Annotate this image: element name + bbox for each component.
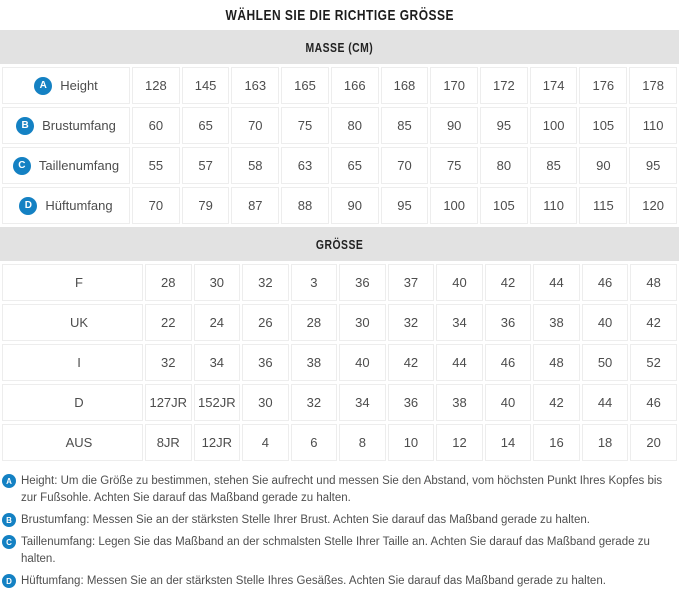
row-label: F: [75, 275, 83, 290]
value-cell: 80: [480, 147, 528, 184]
row-label-inner: [75, 275, 83, 290]
value-cell: 100: [530, 107, 578, 144]
value-cell: 95: [629, 147, 677, 184]
table-row: [2, 187, 677, 224]
sizes-table-body: [2, 264, 677, 461]
value-cell: 38: [291, 344, 338, 381]
note-line: [2, 512, 675, 529]
page-title: WÄHLEN SIE DIE RICHTIGE GRÖSSE: [225, 6, 454, 24]
value-cell: 42: [630, 304, 677, 341]
value-cell: 8: [339, 424, 386, 461]
value-cell: 75: [430, 147, 478, 184]
row-label: Brustumfang: [42, 118, 116, 134]
table-row: [2, 264, 677, 301]
row-label-inner: [13, 157, 119, 175]
value-cell: 34: [194, 344, 241, 381]
a-marker-icon: A: [34, 77, 52, 95]
a-marker-icon: A: [2, 474, 16, 488]
value-cell: 40: [339, 344, 386, 381]
value-cell: 176: [579, 67, 627, 104]
table-row: [2, 107, 677, 144]
row-label: UK: [69, 315, 89, 330]
value-cell: 6: [291, 424, 338, 461]
section-header-sizes-label: GRÖSSE: [315, 236, 364, 252]
value-cell: 52: [630, 344, 677, 381]
value-cell: 36: [485, 304, 532, 341]
value-cell: 8JR: [145, 424, 192, 461]
row-label-inner: [34, 77, 98, 95]
value-cell: 63: [281, 147, 329, 184]
value-cell: 48: [630, 264, 677, 301]
value-cell: 79: [182, 187, 230, 224]
row-label-cell: [2, 384, 143, 421]
row-label-inner: [70, 315, 88, 330]
value-cell: 10: [388, 424, 435, 461]
value-cell: 105: [480, 187, 528, 224]
c-marker-icon: C: [2, 535, 16, 549]
value-cell: 32: [291, 384, 338, 421]
value-cell: 60: [132, 107, 180, 144]
value-cell: 110: [629, 107, 677, 144]
value-cell: 42: [388, 344, 435, 381]
value-cell: 65: [182, 107, 230, 144]
value-cell: 165: [281, 67, 329, 104]
d-marker-icon: D: [2, 574, 16, 588]
value-cell: 172: [480, 67, 528, 104]
value-cell: 14: [485, 424, 532, 461]
sizes-table: [0, 261, 679, 464]
value-cell: 46: [582, 264, 629, 301]
value-cell: 57: [182, 147, 230, 184]
row-label-cell: [2, 147, 130, 184]
value-cell: 42: [533, 384, 580, 421]
row-label: I: [77, 355, 81, 370]
row-label-cell: [2, 107, 130, 144]
row-label: D: [74, 395, 84, 410]
value-cell: 44: [582, 384, 629, 421]
row-label-cell: [2, 304, 143, 341]
value-cell: 30: [339, 304, 386, 341]
table-row: [2, 67, 677, 104]
value-cell: 70: [381, 147, 429, 184]
value-cell: 110: [530, 187, 578, 224]
value-cell: 22: [145, 304, 192, 341]
row-label: Taillenumfang: [38, 158, 120, 174]
table-row: [2, 384, 677, 421]
value-cell: 34: [339, 384, 386, 421]
value-cell: 145: [182, 67, 230, 104]
value-cell: 40: [485, 384, 532, 421]
table-row: [2, 147, 677, 184]
note-text: Taillenumfang: Legen Sie das Maßband an der schmalsten Stelle Ihrer Taille an. Achten Sie darauf das Maßband gerade zu halten.: [21, 536, 650, 565]
value-cell: 28: [145, 264, 192, 301]
row-label-inner: [16, 117, 116, 135]
note-text: Height: Um die Größe zu bestimmen, stehen Sie aufrecht und messen Sie den Abstand, vom höchsten Punkt Ihres Kopfes bis zur Fußsohle. Achten Sie darauf das Maßband gerade zu halten.: [21, 475, 663, 504]
row-label-cell: [2, 424, 143, 461]
value-cell: 32: [145, 344, 192, 381]
value-cell: 85: [381, 107, 429, 144]
value-cell: 166: [331, 67, 379, 104]
value-cell: 40: [582, 304, 629, 341]
row-label-inner: [19, 197, 112, 215]
value-cell: 30: [194, 264, 241, 301]
value-cell: 85: [530, 147, 578, 184]
value-cell: 12JR: [194, 424, 241, 461]
value-cell: 28: [291, 304, 338, 341]
row-label: AUS: [65, 435, 93, 450]
table-row: [2, 344, 677, 381]
value-cell: 70: [132, 187, 180, 224]
value-cell: 120: [629, 187, 677, 224]
value-cell: 65: [331, 147, 379, 184]
value-cell: 34: [436, 304, 483, 341]
section-header-measurements: [0, 30, 679, 64]
value-cell: 3: [291, 264, 338, 301]
value-cell: 100: [430, 187, 478, 224]
value-cell: 38: [436, 384, 483, 421]
section-header-measurements-label: MASSE (CM): [305, 39, 374, 55]
value-cell: 87: [231, 187, 279, 224]
value-cell: 36: [242, 344, 289, 381]
value-cell: 32: [388, 304, 435, 341]
d-marker-icon: D: [19, 197, 37, 215]
b-marker-icon: B: [2, 513, 16, 527]
value-cell: 46: [485, 344, 532, 381]
value-cell: 168: [381, 67, 429, 104]
value-cell: 115: [579, 187, 627, 224]
value-cell: 46: [630, 384, 677, 421]
value-cell: 42: [485, 264, 532, 301]
table-row: [2, 424, 677, 461]
value-cell: 44: [436, 344, 483, 381]
measurements-table: [0, 64, 679, 227]
row-label: Height: [60, 78, 98, 94]
note-text: Brustumfang: Messen Sie an der stärksten Stelle Ihrer Brust. Achten Sie darauf das Maßband gerade zu halten.: [21, 514, 590, 526]
value-cell: 24: [194, 304, 241, 341]
value-cell: 170: [430, 67, 478, 104]
row-label-inner: [77, 355, 81, 370]
value-cell: 50: [582, 344, 629, 381]
value-cell: 55: [132, 147, 180, 184]
measurement-notes: [2, 473, 675, 590]
value-cell: 30: [242, 384, 289, 421]
note-line: [2, 473, 675, 507]
value-cell: 37: [388, 264, 435, 301]
row-label-cell: [2, 264, 143, 301]
note-text: Hüftumfang: Messen Sie an der stärksten Stelle Ihres Gesäßes. Achten Sie darauf das Maßband gerade zu halten.: [21, 575, 606, 587]
row-label-cell: [2, 67, 130, 104]
value-cell: 16: [533, 424, 580, 461]
page-title-wrap: [0, 0, 679, 30]
row-label-inner: [74, 395, 83, 410]
value-cell: 90: [579, 147, 627, 184]
section-header-sizes: [0, 227, 679, 261]
b-marker-icon: B: [16, 117, 34, 135]
value-cell: 26: [242, 304, 289, 341]
value-cell: 36: [339, 264, 386, 301]
c-marker-icon: C: [13, 157, 31, 175]
value-cell: 90: [430, 107, 478, 144]
value-cell: 95: [381, 187, 429, 224]
value-cell: 75: [281, 107, 329, 144]
value-cell: 88: [281, 187, 329, 224]
value-cell: 90: [331, 187, 379, 224]
value-cell: 36: [388, 384, 435, 421]
value-cell: 80: [331, 107, 379, 144]
value-cell: 152JR: [194, 384, 241, 421]
value-cell: 20: [630, 424, 677, 461]
value-cell: 4: [242, 424, 289, 461]
value-cell: 48: [533, 344, 580, 381]
row-label-cell: [2, 344, 143, 381]
value-cell: 163: [231, 67, 279, 104]
table-row: [2, 304, 677, 341]
value-cell: 44: [533, 264, 580, 301]
value-cell: 38: [533, 304, 580, 341]
value-cell: 32: [242, 264, 289, 301]
value-cell: 12: [436, 424, 483, 461]
measurements-table-body: [2, 67, 677, 224]
value-cell: 178: [629, 67, 677, 104]
value-cell: 105: [579, 107, 627, 144]
value-cell: 95: [480, 107, 528, 144]
value-cell: 128: [132, 67, 180, 104]
row-label-inner: [66, 435, 93, 450]
row-label: Hüftumfang: [45, 198, 113, 214]
row-label-cell: [2, 187, 130, 224]
value-cell: 174: [530, 67, 578, 104]
note-line: [2, 573, 675, 590]
value-cell: 40: [436, 264, 483, 301]
value-cell: 70: [231, 107, 279, 144]
value-cell: 127JR: [145, 384, 192, 421]
value-cell: 18: [582, 424, 629, 461]
value-cell: 58: [231, 147, 279, 184]
